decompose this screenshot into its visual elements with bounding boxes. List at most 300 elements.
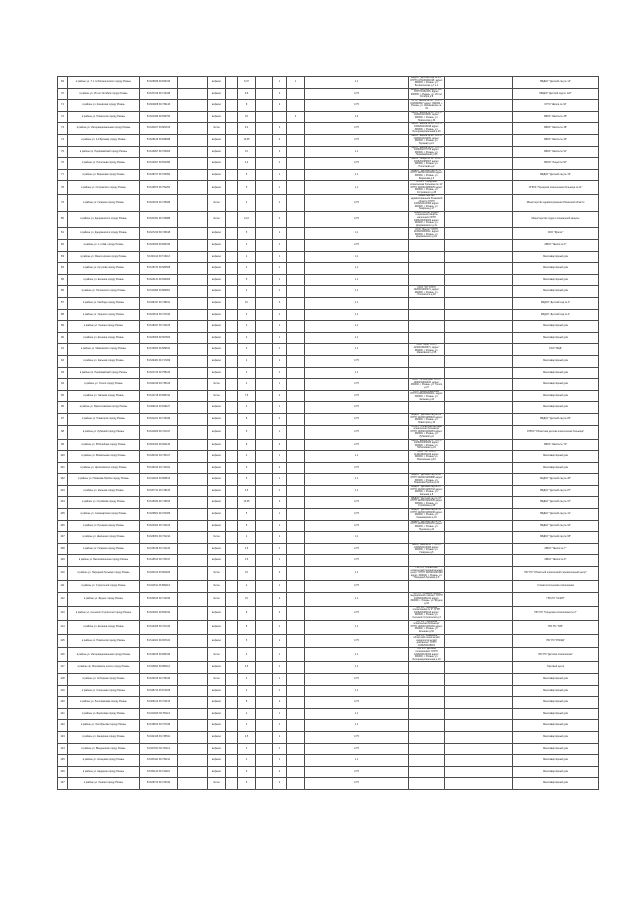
blank-cell bbox=[226, 485, 238, 497]
owner-organization bbox=[409, 402, 445, 414]
coordinates: 54.634513 39.712016 bbox=[140, 592, 178, 606]
site-user: Многоквартирный дом bbox=[513, 697, 599, 709]
blank-cell bbox=[445, 251, 513, 263]
area-value: 4 bbox=[238, 251, 256, 263]
row-number: 111 bbox=[58, 581, 68, 593]
owner-organization: МБДОУ "Детский сад № 83" ОГРН 1026201265623 адрес: 390000, г. Рязань, ул. Новаторов д.10 bbox=[410, 413, 443, 424]
row-number: 121 bbox=[58, 708, 68, 720]
blank-cell bbox=[445, 355, 513, 367]
blank-cell bbox=[178, 286, 208, 298]
blank-cell bbox=[178, 567, 208, 581]
container-volume: 1,3 bbox=[305, 111, 409, 123]
blank-cell bbox=[178, 240, 208, 252]
site-user: ГБУ РО "Детская поликлиника" bbox=[513, 648, 599, 662]
count-c bbox=[287, 158, 305, 170]
surface-type: асфальт bbox=[208, 240, 226, 252]
site-address: в районе ул. Полонского городу Рязань bbox=[68, 286, 140, 298]
area-value: 5 bbox=[238, 274, 256, 286]
container-count: 2 bbox=[273, 606, 287, 620]
count-c bbox=[287, 708, 305, 720]
table-row bbox=[58, 390, 599, 402]
row-number: 72 bbox=[58, 111, 68, 123]
blank-cell bbox=[445, 134, 513, 146]
surface-type: асфальт bbox=[208, 743, 226, 755]
container-count: 1 bbox=[273, 674, 287, 686]
blank-cell bbox=[226, 697, 238, 709]
count-c bbox=[287, 100, 305, 112]
surface-type: асфальт bbox=[208, 425, 226, 439]
table-row bbox=[58, 298, 599, 310]
owner-organization bbox=[409, 532, 445, 544]
surface-type: асфальт bbox=[208, 755, 226, 767]
coordinates: 54.624131 39.694003 bbox=[140, 274, 178, 286]
blank-cell bbox=[445, 344, 513, 356]
site-user: Многоквартирный дом bbox=[513, 766, 599, 778]
site-address: в районе ул. 1-я Зав. городу Рязань bbox=[68, 240, 140, 252]
row-number: 101 bbox=[58, 462, 68, 474]
count-a bbox=[256, 685, 273, 697]
count-a bbox=[256, 321, 273, 333]
count-a bbox=[256, 509, 273, 521]
area-value: 15 bbox=[238, 567, 256, 581]
blank-cell bbox=[178, 195, 208, 212]
count-a bbox=[256, 379, 273, 391]
container-volume: 0,75 bbox=[305, 100, 409, 112]
area-value: 4 bbox=[238, 755, 256, 767]
container-count: 3 bbox=[273, 146, 287, 158]
site-address: в районе ул. Качевская городу Рязань bbox=[68, 100, 140, 112]
owner-organization bbox=[409, 662, 445, 674]
site-user: Многоквартирный дом bbox=[513, 720, 599, 732]
container-volume: 1,1 bbox=[305, 367, 409, 379]
area-value: 4 bbox=[238, 263, 256, 275]
container-count: 1 bbox=[273, 228, 287, 240]
container-count: 1 bbox=[273, 77, 287, 89]
blank-cell bbox=[226, 251, 238, 263]
blank-cell bbox=[445, 662, 513, 674]
coordinates: 54.610916 39.751113 bbox=[140, 708, 178, 720]
site-address: в районе ул. Дзержинского городу Рязань bbox=[68, 228, 140, 240]
container-count: 1 bbox=[273, 532, 287, 544]
area-value: 6 bbox=[238, 766, 256, 778]
coordinates: 54.637711 39.718134 bbox=[140, 485, 178, 497]
count-c bbox=[287, 474, 305, 486]
container-volume: 1,1 bbox=[305, 169, 409, 181]
blank-cell bbox=[226, 123, 238, 135]
blank-cell bbox=[445, 674, 513, 686]
blank-cell bbox=[178, 425, 208, 439]
container-volume: 0,75 bbox=[305, 634, 409, 648]
container-volume: 1,1 bbox=[305, 720, 409, 732]
count-c: 1 bbox=[287, 77, 305, 89]
area-value: 3 bbox=[238, 321, 256, 333]
container-volume: 1,1 bbox=[305, 181, 409, 195]
count-a bbox=[256, 606, 273, 620]
site-user: МБДОУ "Детский сад № 68" bbox=[513, 532, 599, 544]
surface-type: асфальт bbox=[208, 451, 226, 463]
coordinates: 54.616097 39.706003 bbox=[140, 146, 178, 158]
count-c bbox=[287, 543, 305, 555]
owner-organization bbox=[409, 309, 445, 321]
site-user: Многоквартирный дом bbox=[513, 379, 599, 391]
count-a bbox=[256, 543, 273, 555]
registry-table bbox=[57, 76, 599, 790]
table-row bbox=[58, 592, 599, 606]
site-user: ГБУ РО "ССМП" bbox=[513, 592, 599, 606]
container-volume: 0,75 bbox=[305, 390, 409, 402]
blank-cell bbox=[445, 123, 513, 135]
row-number: 123 bbox=[58, 732, 68, 744]
count-a bbox=[256, 581, 273, 593]
site-address: в районе ул. Стройкова городу Рязань bbox=[68, 497, 140, 509]
coordinates: 54.627813 39.741114 bbox=[140, 743, 178, 755]
row-number: 70 bbox=[58, 88, 68, 100]
container-volume: 1,1 bbox=[305, 451, 409, 463]
count-a bbox=[256, 555, 273, 567]
container-count: 2 bbox=[273, 766, 287, 778]
row-number: 88 bbox=[58, 309, 68, 321]
blank-cell bbox=[445, 520, 513, 532]
owner-organization: МБДОУ "Детский сад № 87" ОГРН 1026201265733 адрес: 390000, г. Рязань, ул. Кальная д.8 bbox=[410, 485, 443, 496]
count-a bbox=[256, 134, 273, 146]
container-count: 1 bbox=[273, 263, 287, 275]
site-address: в районе ул. Интернациональная городу Рязань bbox=[68, 648, 140, 662]
owner-organization bbox=[409, 240, 445, 252]
site-address: в районе ул. Полетаева городу Рязань bbox=[68, 158, 140, 170]
coordinates: 54.618813 39.727018 bbox=[140, 720, 178, 732]
area-value: 6 bbox=[238, 778, 256, 790]
blank-cell bbox=[178, 379, 208, 391]
site-user: МБДОУ "Детский сад № 83" bbox=[513, 413, 599, 425]
blank-cell bbox=[178, 497, 208, 509]
row-number: 110 bbox=[58, 567, 68, 581]
table-row bbox=[58, 674, 599, 686]
table-row bbox=[58, 146, 599, 158]
container-count: 1 bbox=[273, 379, 287, 391]
surface-type: асфальт bbox=[208, 697, 226, 709]
container-volume: 0,75 bbox=[305, 606, 409, 620]
surface-type: асфальт bbox=[208, 100, 226, 112]
site-address: в районе ул. Есенина городу Рязань bbox=[68, 332, 140, 344]
surface-type: асфальт bbox=[208, 462, 226, 474]
container-count: 2 bbox=[273, 413, 287, 425]
container-volume: 1,1 bbox=[305, 648, 409, 662]
coordinates: 54.624019 39.735116 bbox=[140, 379, 178, 391]
coordinates: 54.648727 39.706452 bbox=[140, 169, 178, 181]
row-number: 92 bbox=[58, 355, 68, 367]
blank-cell bbox=[226, 567, 238, 581]
owner-organization: ООО "УК" ОГРН 1026201000271, адрес: 390000, г. Рязань, ул. Полонского д.10 bbox=[409, 286, 445, 298]
site-address: в районе ул. Кольцова городу Рязань bbox=[68, 755, 140, 767]
site-address: в районе ул. Мюнстерская городу Рязань bbox=[68, 251, 140, 263]
container-volume: 0,75 bbox=[305, 743, 409, 755]
row-number: 118 bbox=[58, 674, 68, 686]
row-number: 108 bbox=[58, 543, 68, 555]
area-value: 4 bbox=[238, 286, 256, 298]
row-number: 100 bbox=[58, 451, 68, 463]
site-address: в районе ул. Маяковского городу Рязань bbox=[68, 344, 140, 356]
blank-cell bbox=[226, 100, 238, 112]
owner-organization bbox=[409, 778, 445, 790]
count-a bbox=[256, 720, 273, 732]
count-c bbox=[287, 732, 305, 744]
count-c bbox=[287, 88, 305, 100]
owner-organization: МБОУ "Школа № 38" ОГРН 1026201103198 адрес: 390000, г. Рязань, ул. Интернациональная д.20 bbox=[409, 123, 445, 135]
container-count: 2 bbox=[273, 462, 287, 474]
blank-cell bbox=[178, 732, 208, 744]
count-c bbox=[287, 146, 305, 158]
count-c bbox=[287, 743, 305, 755]
coordinates: 54.625129 39.699698 bbox=[140, 134, 178, 146]
coordinates: 54.624913 39.745328 bbox=[140, 195, 178, 212]
table-row bbox=[58, 195, 599, 212]
site-user: Многоквартирный дом bbox=[513, 732, 599, 744]
container-count: 3 bbox=[273, 88, 287, 100]
blank-cell bbox=[178, 743, 208, 755]
owner-organization bbox=[409, 697, 445, 709]
coordinates: 54.611993 39.686051 bbox=[140, 286, 178, 298]
count-a bbox=[256, 778, 273, 790]
surface-type: асфальт bbox=[208, 413, 226, 425]
container-count: 1 bbox=[273, 344, 287, 356]
owner-organization bbox=[409, 708, 445, 720]
row-number: 107 bbox=[58, 532, 68, 544]
row-number: 85 bbox=[58, 274, 68, 286]
site-address: в районе ул. Высоковольтная городу Рязань bbox=[68, 555, 140, 567]
table-row bbox=[58, 743, 599, 755]
owner-organization: ОГБУЗ "Городская клиническая больница № 11" ОГРН 1026201085225 адрес: 390000, г. Рязань, ул. Островского д.45 bbox=[410, 180, 443, 194]
coordinates: 54.615731 39.683508 bbox=[140, 263, 178, 275]
count-c bbox=[287, 251, 305, 263]
container-count: 1 bbox=[273, 169, 287, 181]
count-a bbox=[256, 88, 273, 100]
blank-cell bbox=[226, 543, 238, 555]
blank-cell bbox=[226, 732, 238, 744]
blank-cell bbox=[445, 181, 513, 195]
blank-cell bbox=[445, 274, 513, 286]
site-user: Многоквартирный дом bbox=[513, 367, 599, 379]
blank-cell bbox=[445, 581, 513, 593]
count-a bbox=[256, 485, 273, 497]
table-row bbox=[58, 732, 599, 744]
container-volume: 1,1 bbox=[305, 685, 409, 697]
site-address: в районе ул. Лесопарковая городу Рязань bbox=[68, 697, 140, 709]
container-count: 1 bbox=[273, 685, 287, 697]
blank-cell bbox=[178, 606, 208, 620]
blank-cell bbox=[178, 402, 208, 414]
container-count: 1 bbox=[273, 755, 287, 767]
blank-cell bbox=[226, 195, 238, 212]
blank-cell bbox=[445, 77, 513, 89]
area-value: 5 bbox=[238, 509, 256, 521]
table-row bbox=[58, 355, 599, 367]
area-value: 8 bbox=[238, 439, 256, 451]
count-c bbox=[287, 379, 305, 391]
site-address: в районе пр. Первомайский городу Рязань bbox=[68, 146, 140, 158]
blank-cell bbox=[178, 674, 208, 686]
blank-cell bbox=[178, 451, 208, 463]
container-count: 1 bbox=[273, 634, 287, 648]
table-row bbox=[58, 211, 599, 228]
row-number: 77 bbox=[58, 169, 68, 181]
container-volume: 1,1 bbox=[305, 567, 409, 581]
coordinates: 54.641820 39.701317 bbox=[140, 425, 178, 439]
area-value: 5 bbox=[238, 620, 256, 634]
coordinates: 54.611813 39.696613 bbox=[140, 474, 178, 486]
table-row bbox=[58, 462, 599, 474]
count-a bbox=[256, 674, 273, 686]
coordinates: 54.606113 39.741416 bbox=[140, 697, 178, 709]
count-a bbox=[256, 344, 273, 356]
blank-cell bbox=[226, 708, 238, 720]
container-volume: 1,1 bbox=[305, 474, 409, 486]
container-count: 3 bbox=[273, 123, 287, 135]
coordinates: 54.618447 39.744105 bbox=[140, 321, 178, 333]
row-number: 99 bbox=[58, 439, 68, 451]
site-user: МБДОУ "Детский сад № 122" bbox=[513, 88, 599, 100]
area-value: 5 bbox=[238, 520, 256, 532]
table-row bbox=[58, 181, 599, 195]
count-c bbox=[287, 367, 305, 379]
row-number: 91 bbox=[58, 344, 68, 356]
blank-cell bbox=[178, 462, 208, 474]
site-user: МБДОУ "Детский сад № 15" bbox=[513, 169, 599, 181]
blank-cell bbox=[226, 425, 238, 439]
row-number: 82 bbox=[58, 240, 68, 252]
blank-cell bbox=[226, 581, 238, 593]
blank-cell bbox=[226, 181, 238, 195]
table-row bbox=[58, 720, 599, 732]
count-a bbox=[256, 251, 273, 263]
count-a bbox=[256, 309, 273, 321]
area-value: 4 bbox=[238, 648, 256, 662]
surface-type: асфальт bbox=[208, 355, 226, 367]
blank-cell bbox=[445, 451, 513, 463]
site-address: в районе ул. Новаторов городу Рязань bbox=[68, 413, 140, 425]
container-volume: 0,75 bbox=[305, 158, 409, 170]
surface-type: бетон bbox=[208, 674, 226, 686]
owner-organization bbox=[409, 555, 445, 567]
site-user: Многоквартирный дом bbox=[513, 274, 599, 286]
site-user: Многоквартирный дом bbox=[513, 708, 599, 720]
site-user: ОГБУЗ "Городская клиническая больница № 11" bbox=[513, 181, 599, 195]
owner-organization bbox=[409, 743, 445, 755]
count-a bbox=[256, 620, 273, 634]
owner-organization: ООО "УК" ОГРН 1146229001015 адрес: 390000, г. Рязань, ул. Вокзальная д.61 bbox=[409, 451, 445, 463]
surface-type: асфальт bbox=[208, 474, 226, 486]
container-volume: 0,75 bbox=[305, 509, 409, 521]
blank-cell bbox=[178, 274, 208, 286]
blank-cell bbox=[178, 766, 208, 778]
blank-cell bbox=[178, 309, 208, 321]
site-user: Многоквартирный дом bbox=[513, 263, 599, 275]
count-a bbox=[256, 181, 273, 195]
container-count: 2 bbox=[273, 134, 287, 146]
count-a bbox=[256, 111, 273, 123]
owner-organization: ООО "Фрегат" ОГРН 1136229003111, адрес: 390000, г. Рязань, ул. Дзержинского д.12 bbox=[409, 228, 445, 240]
owner-organization: МБДОУ "Детский сад № 97" ОГРН 1026201262345 адрес: 390000, г. Рязань, ул. Стройкова д.38 bbox=[410, 496, 443, 508]
owner-organization bbox=[409, 274, 445, 286]
blank-cell bbox=[226, 367, 238, 379]
surface-type: асфальт bbox=[208, 321, 226, 333]
table-row bbox=[58, 634, 599, 648]
row-number: 119 bbox=[58, 685, 68, 697]
coordinates: 54.624512 39.727614 bbox=[140, 309, 178, 321]
container-volume: 1,1 bbox=[305, 344, 409, 356]
blank-cell bbox=[226, 606, 238, 620]
table-row bbox=[58, 620, 599, 634]
blank-cell bbox=[226, 321, 238, 333]
container-count: 2 bbox=[273, 390, 287, 402]
blank-cell bbox=[226, 263, 238, 275]
surface-type: асфальт bbox=[208, 662, 226, 674]
owner-organization: ГБУ РО "Рязанский областной клинический кардиологический диспансер" ОГРН 1026201108001 bbox=[409, 634, 445, 648]
row-number: 115 bbox=[58, 634, 68, 648]
owner-organization: ГБУ РО "Областной клинический перинатальный центр" ОГРН 1026201101999 адрес: 390000, г. Рязань, ул. Народный бульвар д.6 bbox=[410, 566, 443, 580]
blank-cell bbox=[445, 211, 513, 228]
owner-organization: МБОУ "Школа № 36" ОГРН 1026201103099, адрес: 390000, г. Рязань, ул. Новоселов д.33 bbox=[409, 111, 445, 123]
container-volume: 1,1 bbox=[305, 286, 409, 298]
blank-cell bbox=[226, 77, 238, 89]
row-number: 113 bbox=[58, 606, 68, 620]
table-row bbox=[58, 240, 599, 252]
blank-cell bbox=[445, 228, 513, 240]
site-user: Торговый центр bbox=[513, 662, 599, 674]
count-c bbox=[287, 413, 305, 425]
count-c bbox=[287, 390, 305, 402]
blank-cell bbox=[226, 402, 238, 414]
surface-type: асфальт bbox=[208, 620, 226, 634]
count-a bbox=[256, 169, 273, 181]
count-a bbox=[256, 286, 273, 298]
container-volume: 0,75 bbox=[305, 543, 409, 555]
blank-cell bbox=[445, 620, 513, 634]
blank-cell bbox=[226, 379, 238, 391]
area-value: 4 bbox=[238, 240, 256, 252]
site-user: Многоквартирный дом bbox=[513, 462, 599, 474]
site-address: в районе ул. Кальная городу Рязань bbox=[68, 485, 140, 497]
coordinates: 54.622416 39.745511 bbox=[140, 732, 178, 744]
container-count: 1 bbox=[273, 425, 287, 439]
area-value: 3 bbox=[238, 309, 256, 321]
row-number: 127 bbox=[58, 778, 68, 790]
count-c bbox=[287, 332, 305, 344]
owner-organization: МБОУ "Школа № 51" ОГРН 1026201077766 адрес: 390000, г. Рязань, ул. Первомайский д.65 bbox=[409, 146, 445, 158]
site-user: ГБУ РО "Городская поликлиника № 2" bbox=[513, 606, 599, 620]
container-count: 1 bbox=[273, 708, 287, 720]
area-value: 7,5 bbox=[238, 390, 256, 402]
site-user: МКДОУ "Детский сад № 4" bbox=[513, 309, 599, 321]
table-row bbox=[58, 402, 599, 414]
area-value: 4 bbox=[238, 685, 256, 697]
container-count: 1 bbox=[273, 367, 287, 379]
container-count: 2 bbox=[273, 100, 287, 112]
table-row bbox=[58, 321, 599, 333]
blank-cell bbox=[178, 146, 208, 158]
count-a bbox=[256, 298, 273, 310]
count-c bbox=[287, 497, 305, 509]
container-count: 1 bbox=[273, 581, 287, 593]
owner-organization bbox=[409, 685, 445, 697]
container-count: 2 bbox=[273, 697, 287, 709]
site-user: Многоквартирный дом bbox=[513, 286, 599, 298]
blank-cell bbox=[178, 228, 208, 240]
coordinates: 54.641221 39.716049 bbox=[140, 413, 178, 425]
coordinates: 54.621499 39.696760 bbox=[140, 111, 178, 123]
blank-cell bbox=[226, 228, 238, 240]
blank-cell bbox=[178, 532, 208, 544]
table-row bbox=[58, 228, 599, 240]
